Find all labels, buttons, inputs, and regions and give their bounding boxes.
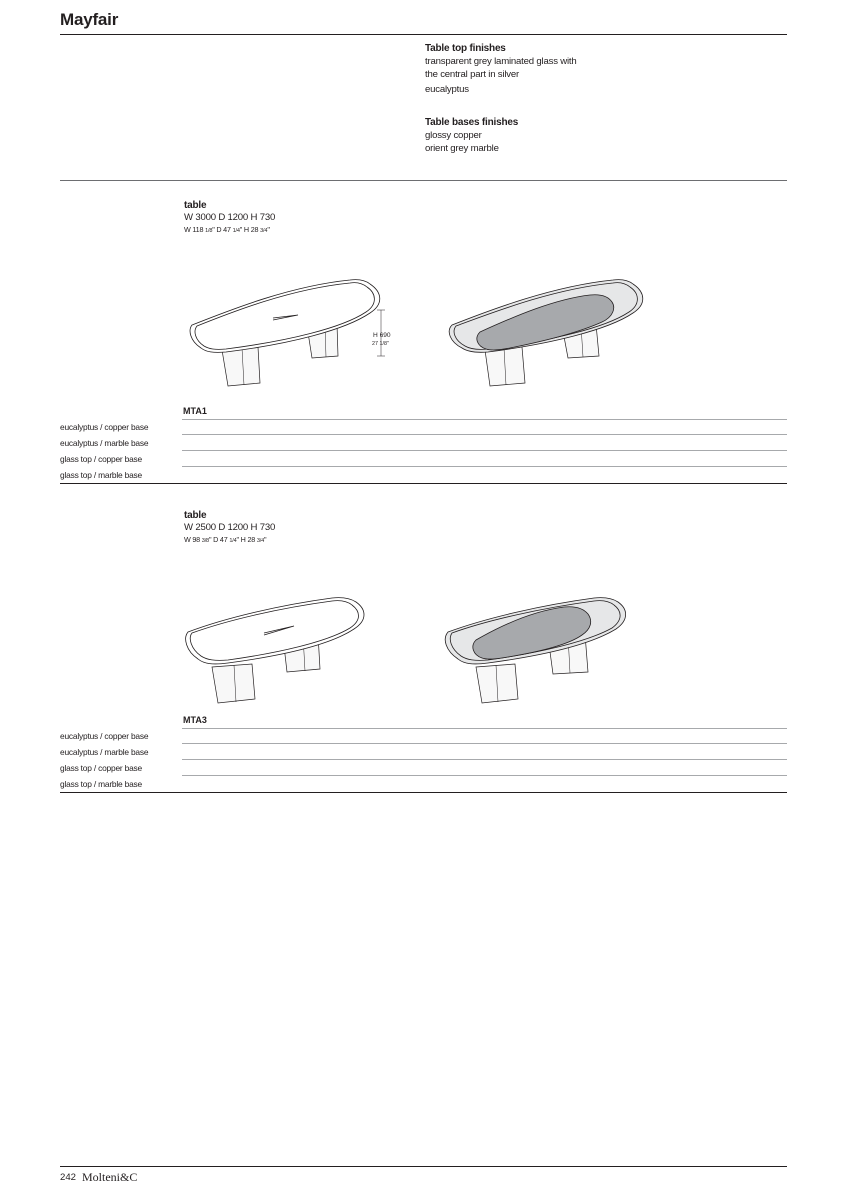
wood-table-drawing bbox=[190, 280, 380, 386]
row-label: glass top / marble base bbox=[60, 470, 142, 480]
dimensions-mm: W 3000 D 1200 H 730 bbox=[184, 212, 276, 223]
table-row bbox=[60, 419, 787, 435]
table-bottom-rule bbox=[60, 483, 787, 484]
table-row bbox=[60, 435, 787, 451]
height-label-in: 27 1/8" bbox=[372, 341, 389, 347]
glass-table-drawing bbox=[445, 598, 625, 703]
row-label: glass top / copper base bbox=[60, 454, 142, 464]
glass-table-drawing bbox=[449, 280, 643, 386]
row-label: glass top / marble base bbox=[60, 779, 142, 789]
row-label: eucalyptus / copper base bbox=[60, 422, 149, 432]
page-number: 242 bbox=[60, 1172, 77, 1183]
product-spec bbox=[184, 510, 275, 547]
table-row bbox=[60, 776, 787, 792]
base-finish-line: orient grey marble bbox=[425, 143, 499, 154]
top-finishes-heading: Table top finishes bbox=[425, 43, 506, 54]
table-drawings-mta3 bbox=[170, 585, 670, 710]
variant-table bbox=[60, 728, 787, 792]
dimensions-mm: W 2500 D 1200 H 730 bbox=[184, 522, 276, 533]
product-name: table bbox=[184, 510, 207, 521]
wood-table-drawing bbox=[186, 598, 364, 703]
dimensions-inches: W 98 3/8" D 47 1/4" H 28 3/4" bbox=[184, 535, 267, 544]
top-finish-line: eucalyptus bbox=[425, 84, 469, 95]
base-finishes bbox=[425, 116, 518, 155]
table-row bbox=[60, 744, 787, 760]
product-code: MTA3 bbox=[183, 715, 207, 725]
product-code: MTA1 bbox=[183, 406, 207, 416]
table-drawings-mta1 bbox=[170, 270, 670, 395]
footer-rule bbox=[60, 1166, 787, 1167]
top-finish-line: transparent grey laminated glass with bbox=[425, 56, 577, 67]
base-finish-line: glossy copper bbox=[425, 130, 482, 141]
section-rule bbox=[60, 180, 787, 181]
base-finishes-heading: Table bases finishes bbox=[425, 117, 519, 128]
table-row bbox=[60, 728, 787, 744]
table-row bbox=[60, 451, 787, 467]
brand-logo: Molteni&C bbox=[82, 1170, 138, 1184]
page-title: Mayfair bbox=[60, 10, 119, 29]
row-label: eucalyptus / copper base bbox=[60, 731, 149, 741]
table-bottom-rule bbox=[60, 792, 787, 793]
table-row bbox=[60, 467, 787, 483]
variant-table bbox=[60, 419, 787, 483]
dimensions-inches: W 118 1/8" D 47 1/4" H 28 3/4" bbox=[184, 225, 270, 234]
product-spec bbox=[184, 200, 275, 237]
product-name: table bbox=[184, 200, 207, 211]
title-rule bbox=[60, 34, 787, 35]
top-finishes bbox=[425, 42, 577, 96]
top-finish-line: the central part in silver bbox=[425, 69, 519, 80]
row-label: eucalyptus / marble base bbox=[60, 747, 149, 757]
height-label-mm: H 690 bbox=[373, 332, 391, 339]
table-row bbox=[60, 760, 787, 776]
row-label: glass top / copper base bbox=[60, 763, 142, 773]
row-label: eucalyptus / marble base bbox=[60, 438, 149, 448]
